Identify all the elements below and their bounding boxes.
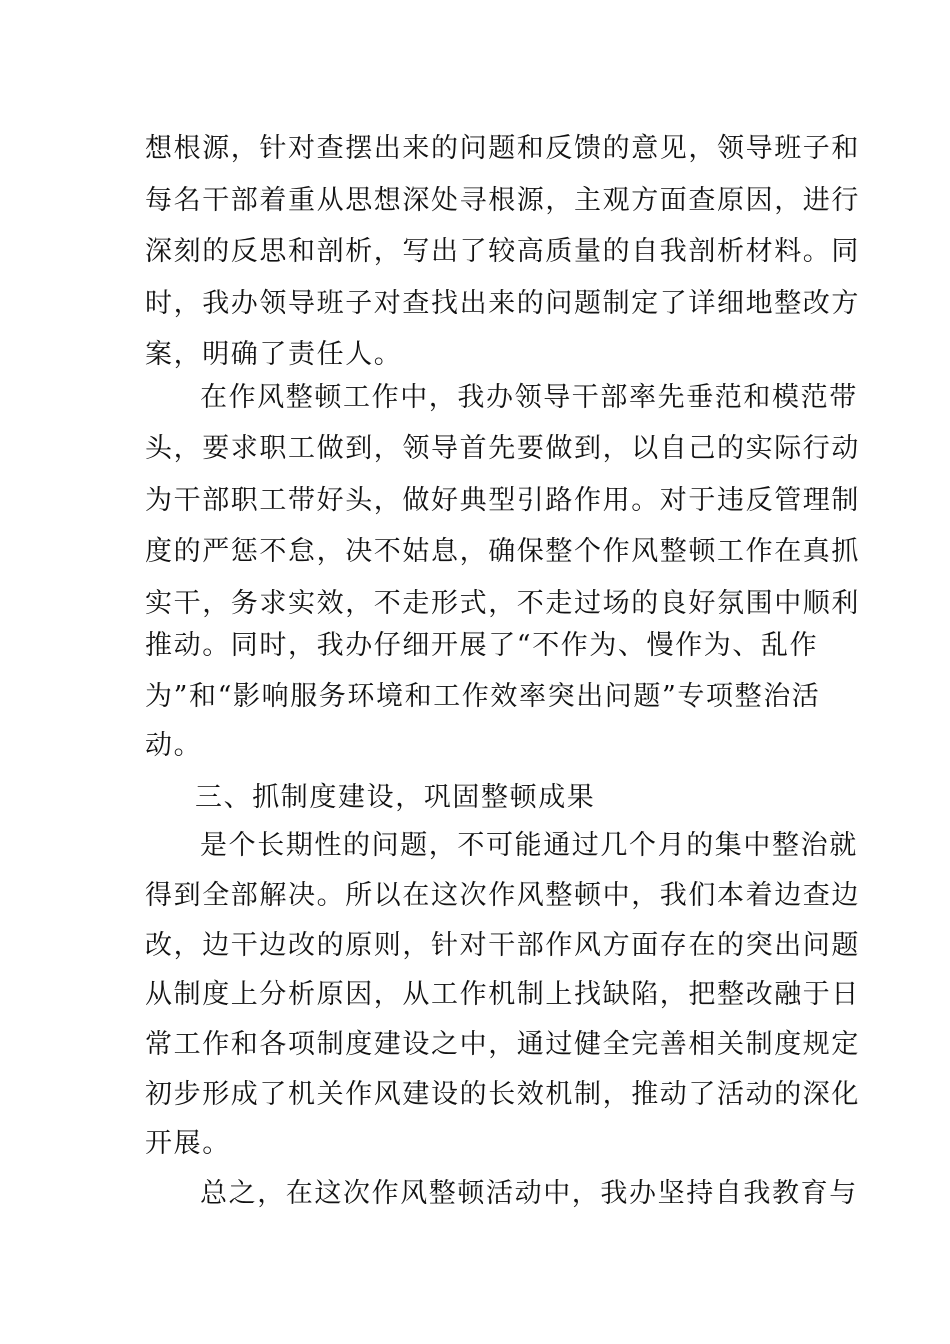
text-line: 度的严惩不怠，决不姑息，确保整个作风整顿工作在真抓 <box>145 536 860 567</box>
text-line: 动。 <box>145 730 203 761</box>
text-line: 改，边干边改的原则，针对干部作风方面存在的突出问题 <box>145 930 860 961</box>
text-line: 时，我办领导班子对查找出来的问题制定了详细地整改方 <box>145 288 860 319</box>
text-line: 常工作和各项制度建设之中，通过健全完善相关制度规定 <box>145 1029 860 1060</box>
text-line: 得到全部解决。所以在这次作风整顿中，我们本着边查边 <box>145 880 860 911</box>
text-line: 想根源，针对查摆出来的问题和反馈的意见，领导班子和 <box>145 133 860 164</box>
text-line: 初步形成了机关作风建设的长效机制，推动了活动的深化 <box>145 1079 860 1110</box>
text-line: 实干，务求实效，不走形式，不走过场的良好氛围中顺利 <box>145 588 860 619</box>
text-line: 案，明确了责任人。 <box>145 339 403 370</box>
paragraph-first-line: 是个长期性的问题，不可能通过几个月的集中整治就 <box>200 830 858 861</box>
paragraph-first-line: 在作风整顿工作中，我办领导干部率先垂范和模范带 <box>200 382 858 413</box>
text-line: 为”和“影响服务环境和工作效率突出问题”专项整治活 <box>145 681 821 712</box>
text-line: 头，要求职工做到，领导首先要做到，以自己的实际行动 <box>145 433 860 464</box>
text-line: 深刻的反思和剖析，写出了较高质量的自我剖析材料。同 <box>145 236 860 267</box>
text-line: 为干部职工带好头，做好典型引路作用。对于违反管理制 <box>145 485 860 516</box>
section-heading: 三、抓制度建设，巩固整顿成果 <box>195 782 596 813</box>
paragraph-first-line: 总之，在这次作风整顿活动中，我办坚持自我教育与 <box>200 1178 858 1209</box>
text-line: 每名干部着重从思想深处寻根源，主观方面查原因，进行 <box>145 185 860 216</box>
text-line: 推动。同时，我办仔细开展了“不作为、慢作为、乱作 <box>145 630 819 661</box>
text-line: 开展。 <box>145 1128 231 1159</box>
text-line: 从制度上分析原因，从工作机制上找缺陷，把整改融于日 <box>145 979 860 1010</box>
